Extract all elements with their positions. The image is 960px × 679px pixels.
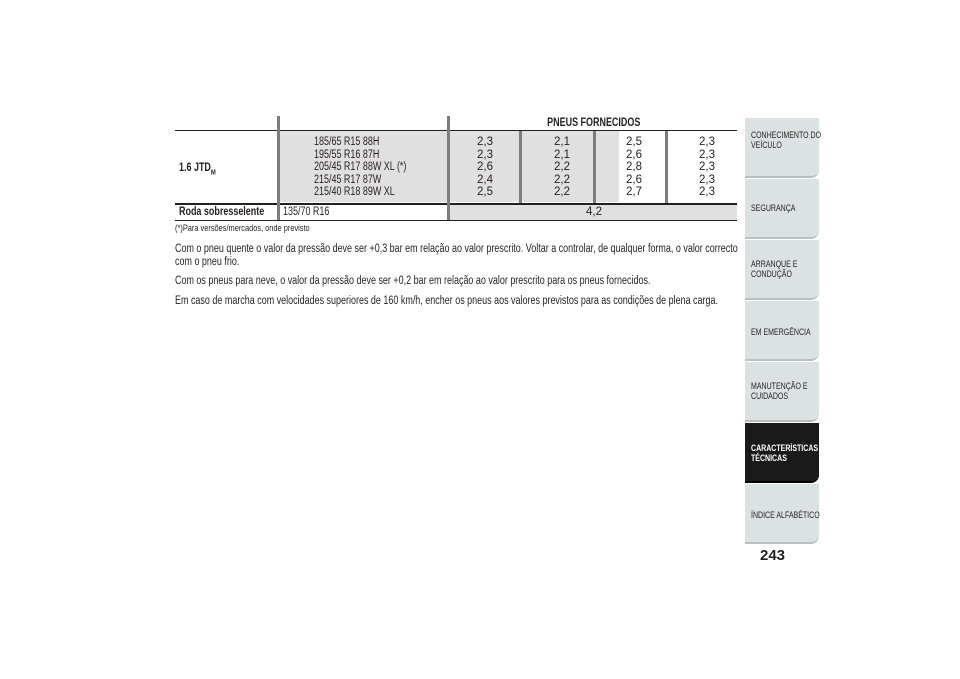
tab-arranque-e-conducao[interactable] bbox=[745, 240, 819, 300]
tyre-size: 215/45 R17 87W bbox=[314, 173, 382, 186]
tab-label: MANUTENÇÃO E CUIDADOS bbox=[751, 381, 808, 401]
tab-label: SEGURANÇA bbox=[751, 203, 796, 213]
pressure-value: 2,3 bbox=[477, 148, 493, 161]
column-separator bbox=[277, 116, 280, 220]
spare-wheel-size: 135/70 R16 bbox=[283, 206, 330, 218]
tab-caracteristicas-tecnicas[interactable] bbox=[745, 423, 819, 483]
pressure-value: 2,3 bbox=[699, 136, 715, 148]
paragraph-line: Com os pneus para neve, o valor da pressão deve ser +0,2 bar em relação ao valor prescrito para os pneus fornecidos. bbox=[175, 275, 651, 287]
pressure-value: 2,7 bbox=[626, 186, 642, 198]
tab-manutencao-e-cuidados[interactable] bbox=[745, 362, 819, 422]
pressure-value: 2,6 bbox=[626, 173, 642, 186]
pressure-value: 2,3 bbox=[477, 136, 493, 148]
pressure-value: 2,2 bbox=[554, 173, 570, 186]
tab-label: CONHECIMENTO DO VEÍCULO bbox=[751, 130, 822, 150]
column-separator bbox=[447, 116, 450, 220]
pressure-value: 2,8 bbox=[626, 161, 642, 173]
pressure-value: 2,1 bbox=[554, 136, 570, 148]
tab-label: EM EMERGÊNCIA bbox=[751, 327, 811, 337]
body-rule bbox=[175, 203, 737, 205]
tyre-pressure-table bbox=[175, 116, 737, 220]
column-separator bbox=[519, 131, 522, 203]
engine-label: 1.6 $JTD_M$ bbox=[179, 162, 216, 177]
spare-wheel-label: Roda sobresselente bbox=[179, 206, 265, 218]
table-header: PNEUS FORNECIDOS bbox=[546, 117, 641, 129]
pressure-value: 2,3 bbox=[699, 173, 715, 186]
tyre-size: 185/65 R15 88H bbox=[314, 136, 380, 148]
column-separator bbox=[665, 131, 668, 203]
pressure-value: 2,6 bbox=[477, 161, 493, 173]
pressure-value: 2,6 bbox=[626, 148, 642, 161]
column-separator bbox=[593, 131, 596, 203]
tab-indice-alfabetico[interactable] bbox=[745, 484, 819, 544]
pressure-value: 2,5 bbox=[626, 136, 642, 148]
tyre-size: 195/55 R16 87H bbox=[314, 148, 380, 161]
pressure-value: 2,3 bbox=[699, 148, 715, 161]
pressure-value: 2,3 bbox=[699, 161, 715, 173]
tab-em-emergencia[interactable] bbox=[745, 301, 819, 361]
tab-label: ÍNDICE ALFABÉTICO bbox=[751, 510, 820, 520]
header-rule bbox=[175, 130, 737, 131]
pressure-value: 2,1 bbox=[554, 148, 570, 161]
paragraph-line: com o pneu frio. bbox=[175, 256, 240, 268]
table-footnote: (*)Para versões/mercados, onde previsto bbox=[175, 223, 310, 234]
pressure-value: 2,2 bbox=[554, 161, 570, 173]
spare-wheel-pressure: 4,2 bbox=[586, 206, 602, 218]
tyre-size: 215/40 R18 89W XL bbox=[314, 186, 395, 198]
pressure-value: 2,3 bbox=[699, 186, 715, 198]
tab-conhecimento-do-veiculo[interactable] bbox=[745, 118, 822, 178]
tyre-size: 205/45 R17 88W XL (*) bbox=[314, 161, 407, 173]
paragraph-line: Com o pneu quente o valor da pressão deve ser +0,3 bar em relação ao valor prescrito. Voltar a controlar, de qualquer forma, o valor correcto bbox=[175, 243, 738, 255]
pressure-value: 2,5 bbox=[477, 186, 493, 198]
tab-label: ARRANQUE E CONDUÇÃO bbox=[751, 259, 798, 279]
tab-label: CARACTERÍSTICAS TÉCNICAS bbox=[751, 443, 819, 463]
bottom-rule bbox=[175, 220, 737, 221]
page-number: 243 bbox=[760, 547, 786, 564]
paragraph-line: Em caso de marcha com velocidades superiores de 160 km/h, encher os pneus aos valores previstos para as condições de plena carga. bbox=[175, 295, 718, 307]
tab-seguranca[interactable] bbox=[745, 179, 819, 239]
pressure-value: 2,4 bbox=[477, 173, 493, 186]
pressure-value: 2,2 bbox=[554, 186, 570, 198]
